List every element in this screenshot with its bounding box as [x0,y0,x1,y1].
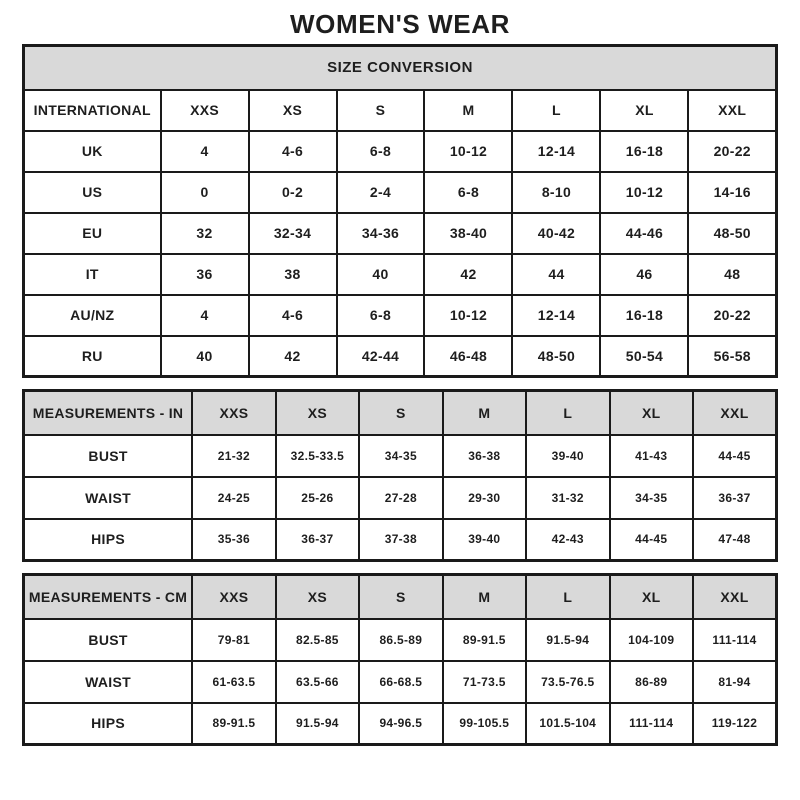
value-cell: 6-8 [337,131,425,172]
value-cell: 48 [688,254,776,295]
measurements-in-corner-header: MEASUREMENTS - IN [24,391,193,435]
size-conversion-corner-header: INTERNATIONAL [24,90,161,131]
measurements-in-row-hips [24,519,777,561]
value-cell: 27-28 [359,477,442,519]
value-cell: 86-89 [610,661,693,703]
value-cell: 50-54 [600,336,688,377]
value-cell: 36-37 [276,519,359,561]
value-cell: 94-96.5 [359,703,442,745]
value-cell: 91.5-94 [276,703,359,745]
value-cell: 10-12 [424,131,512,172]
row-label: BUST [24,619,193,661]
value-cell: 12-14 [512,295,600,336]
value-cell: 86.5-89 [359,619,442,661]
value-cell: 32-34 [249,213,337,254]
column-header-xxs: XXS [192,575,275,619]
value-cell: 47-48 [693,519,777,561]
value-cell: 31-32 [526,477,609,519]
value-cell: 10-12 [600,172,688,213]
value-cell: 71-73.5 [443,661,526,703]
column-header-l: L [526,575,609,619]
row-label: IT [24,254,161,295]
size-conversion-banner-row [24,46,777,90]
value-cell: 25-26 [276,477,359,519]
column-header-l: L [512,90,600,131]
value-cell: 41-43 [610,435,693,477]
value-cell: 48-50 [688,213,776,254]
measurements-cm-table [22,573,778,746]
value-cell: 111-114 [693,619,777,661]
size-conversion-banner-title: SIZE CONVERSION [24,46,777,90]
size-conversion-row-eu [24,213,777,254]
value-cell: 66-68.5 [359,661,442,703]
measurements-cm-row-bust [24,619,777,661]
size-conversion-row-us [24,172,777,213]
row-label: RU [24,336,161,377]
column-header-xl: XL [600,90,688,131]
value-cell: 89-91.5 [443,619,526,661]
value-cell: 44-46 [600,213,688,254]
value-cell: 46 [600,254,688,295]
value-cell: 44 [512,254,600,295]
value-cell: 42 [249,336,337,377]
value-cell: 38 [249,254,337,295]
value-cell: 38-40 [424,213,512,254]
value-cell: 32 [161,213,249,254]
column-header-m: M [443,575,526,619]
column-header-xxs: XXS [192,391,275,435]
column-header-l: L [526,391,609,435]
value-cell: 6-8 [337,295,425,336]
value-cell: 42-44 [337,336,425,377]
value-cell: 36-38 [443,435,526,477]
value-cell: 2-4 [337,172,425,213]
value-cell: 16-18 [600,131,688,172]
value-cell: 42-43 [526,519,609,561]
column-header-xl: XL [610,391,693,435]
value-cell: 36-37 [693,477,777,519]
size-conversion-column-header-row [24,90,777,131]
measurements-in-row-waist [24,477,777,519]
value-cell: 89-91.5 [192,703,275,745]
value-cell: 12-14 [512,131,600,172]
value-cell: 34-35 [359,435,442,477]
measurements-in-column-header-row [24,391,777,435]
value-cell: 101.5-104 [526,703,609,745]
value-cell: 63.5-66 [276,661,359,703]
value-cell: 36 [161,254,249,295]
value-cell: 44-45 [610,519,693,561]
column-header-xxs: XXS [161,90,249,131]
row-label: AU/NZ [24,295,161,336]
value-cell: 40-42 [512,213,600,254]
value-cell: 6-8 [424,172,512,213]
value-cell: 79-81 [192,619,275,661]
column-header-xxl: XXL [693,575,777,619]
measurements-in-row-bust [24,435,777,477]
row-label: UK [24,131,161,172]
value-cell: 91.5-94 [526,619,609,661]
value-cell: 119-122 [693,703,777,745]
value-cell: 32.5-33.5 [276,435,359,477]
value-cell: 56-58 [688,336,776,377]
page-title: WOMEN'S WEAR [290,9,510,39]
value-cell: 21-32 [192,435,275,477]
value-cell: 39-40 [526,435,609,477]
measurements-cm-row-waist [24,661,777,703]
value-cell: 8-10 [512,172,600,213]
value-cell: 4-6 [249,295,337,336]
value-cell: 37-38 [359,519,442,561]
column-header-m: M [424,90,512,131]
value-cell: 73.5-76.5 [526,661,609,703]
column-header-xxl: XXL [688,90,776,131]
size-conversion-table [22,44,778,378]
row-label: HIPS [24,519,193,561]
size-conversion-row-au-nz [24,295,777,336]
value-cell: 104-109 [610,619,693,661]
size-conversion-row-uk [24,131,777,172]
value-cell: 20-22 [688,295,776,336]
row-label: HIPS [24,703,193,745]
value-cell: 20-22 [688,131,776,172]
value-cell: 4-6 [249,131,337,172]
column-header-xs: XS [276,391,359,435]
row-label: US [24,172,161,213]
value-cell: 39-40 [443,519,526,561]
measurements-cm-column-header-row [24,575,777,619]
row-label: BUST [24,435,193,477]
value-cell: 34-36 [337,213,425,254]
measurements-cm-corner-header: MEASUREMENTS - CM [24,575,193,619]
tables [22,44,778,746]
column-header-s: S [337,90,425,131]
column-header-s: S [359,391,442,435]
measurements-in-table [22,389,778,562]
value-cell: 81-94 [693,661,777,703]
value-cell: 0-2 [249,172,337,213]
column-header-xl: XL [610,575,693,619]
size-conversion-row-it [24,254,777,295]
value-cell: 82.5-85 [276,619,359,661]
value-cell: 44-45 [693,435,777,477]
value-cell: 10-12 [424,295,512,336]
column-header-xs: XS [249,90,337,131]
column-header-xs: XS [276,575,359,619]
column-header-xxl: XXL [693,391,777,435]
value-cell: 16-18 [600,295,688,336]
value-cell: 4 [161,295,249,336]
row-label: EU [24,213,161,254]
value-cell: 40 [161,336,249,377]
row-label: WAIST [24,661,193,703]
column-header-m: M [443,391,526,435]
value-cell: 42 [424,254,512,295]
column-header-s: S [359,575,442,619]
value-cell: 46-48 [424,336,512,377]
value-cell: 14-16 [688,172,776,213]
value-cell: 35-36 [192,519,275,561]
value-cell: 4 [161,131,249,172]
value-cell: 29-30 [443,477,526,519]
value-cell: 111-114 [610,703,693,745]
value-cell: 48-50 [512,336,600,377]
value-cell: 99-105.5 [443,703,526,745]
value-cell: 24-25 [192,477,275,519]
row-label: WAIST [24,477,193,519]
size-conversion-row-ru [24,336,777,377]
value-cell: 34-35 [610,477,693,519]
value-cell: 40 [337,254,425,295]
value-cell: 0 [161,172,249,213]
value-cell: 61-63.5 [192,661,275,703]
measurements-cm-row-hips [24,703,777,745]
